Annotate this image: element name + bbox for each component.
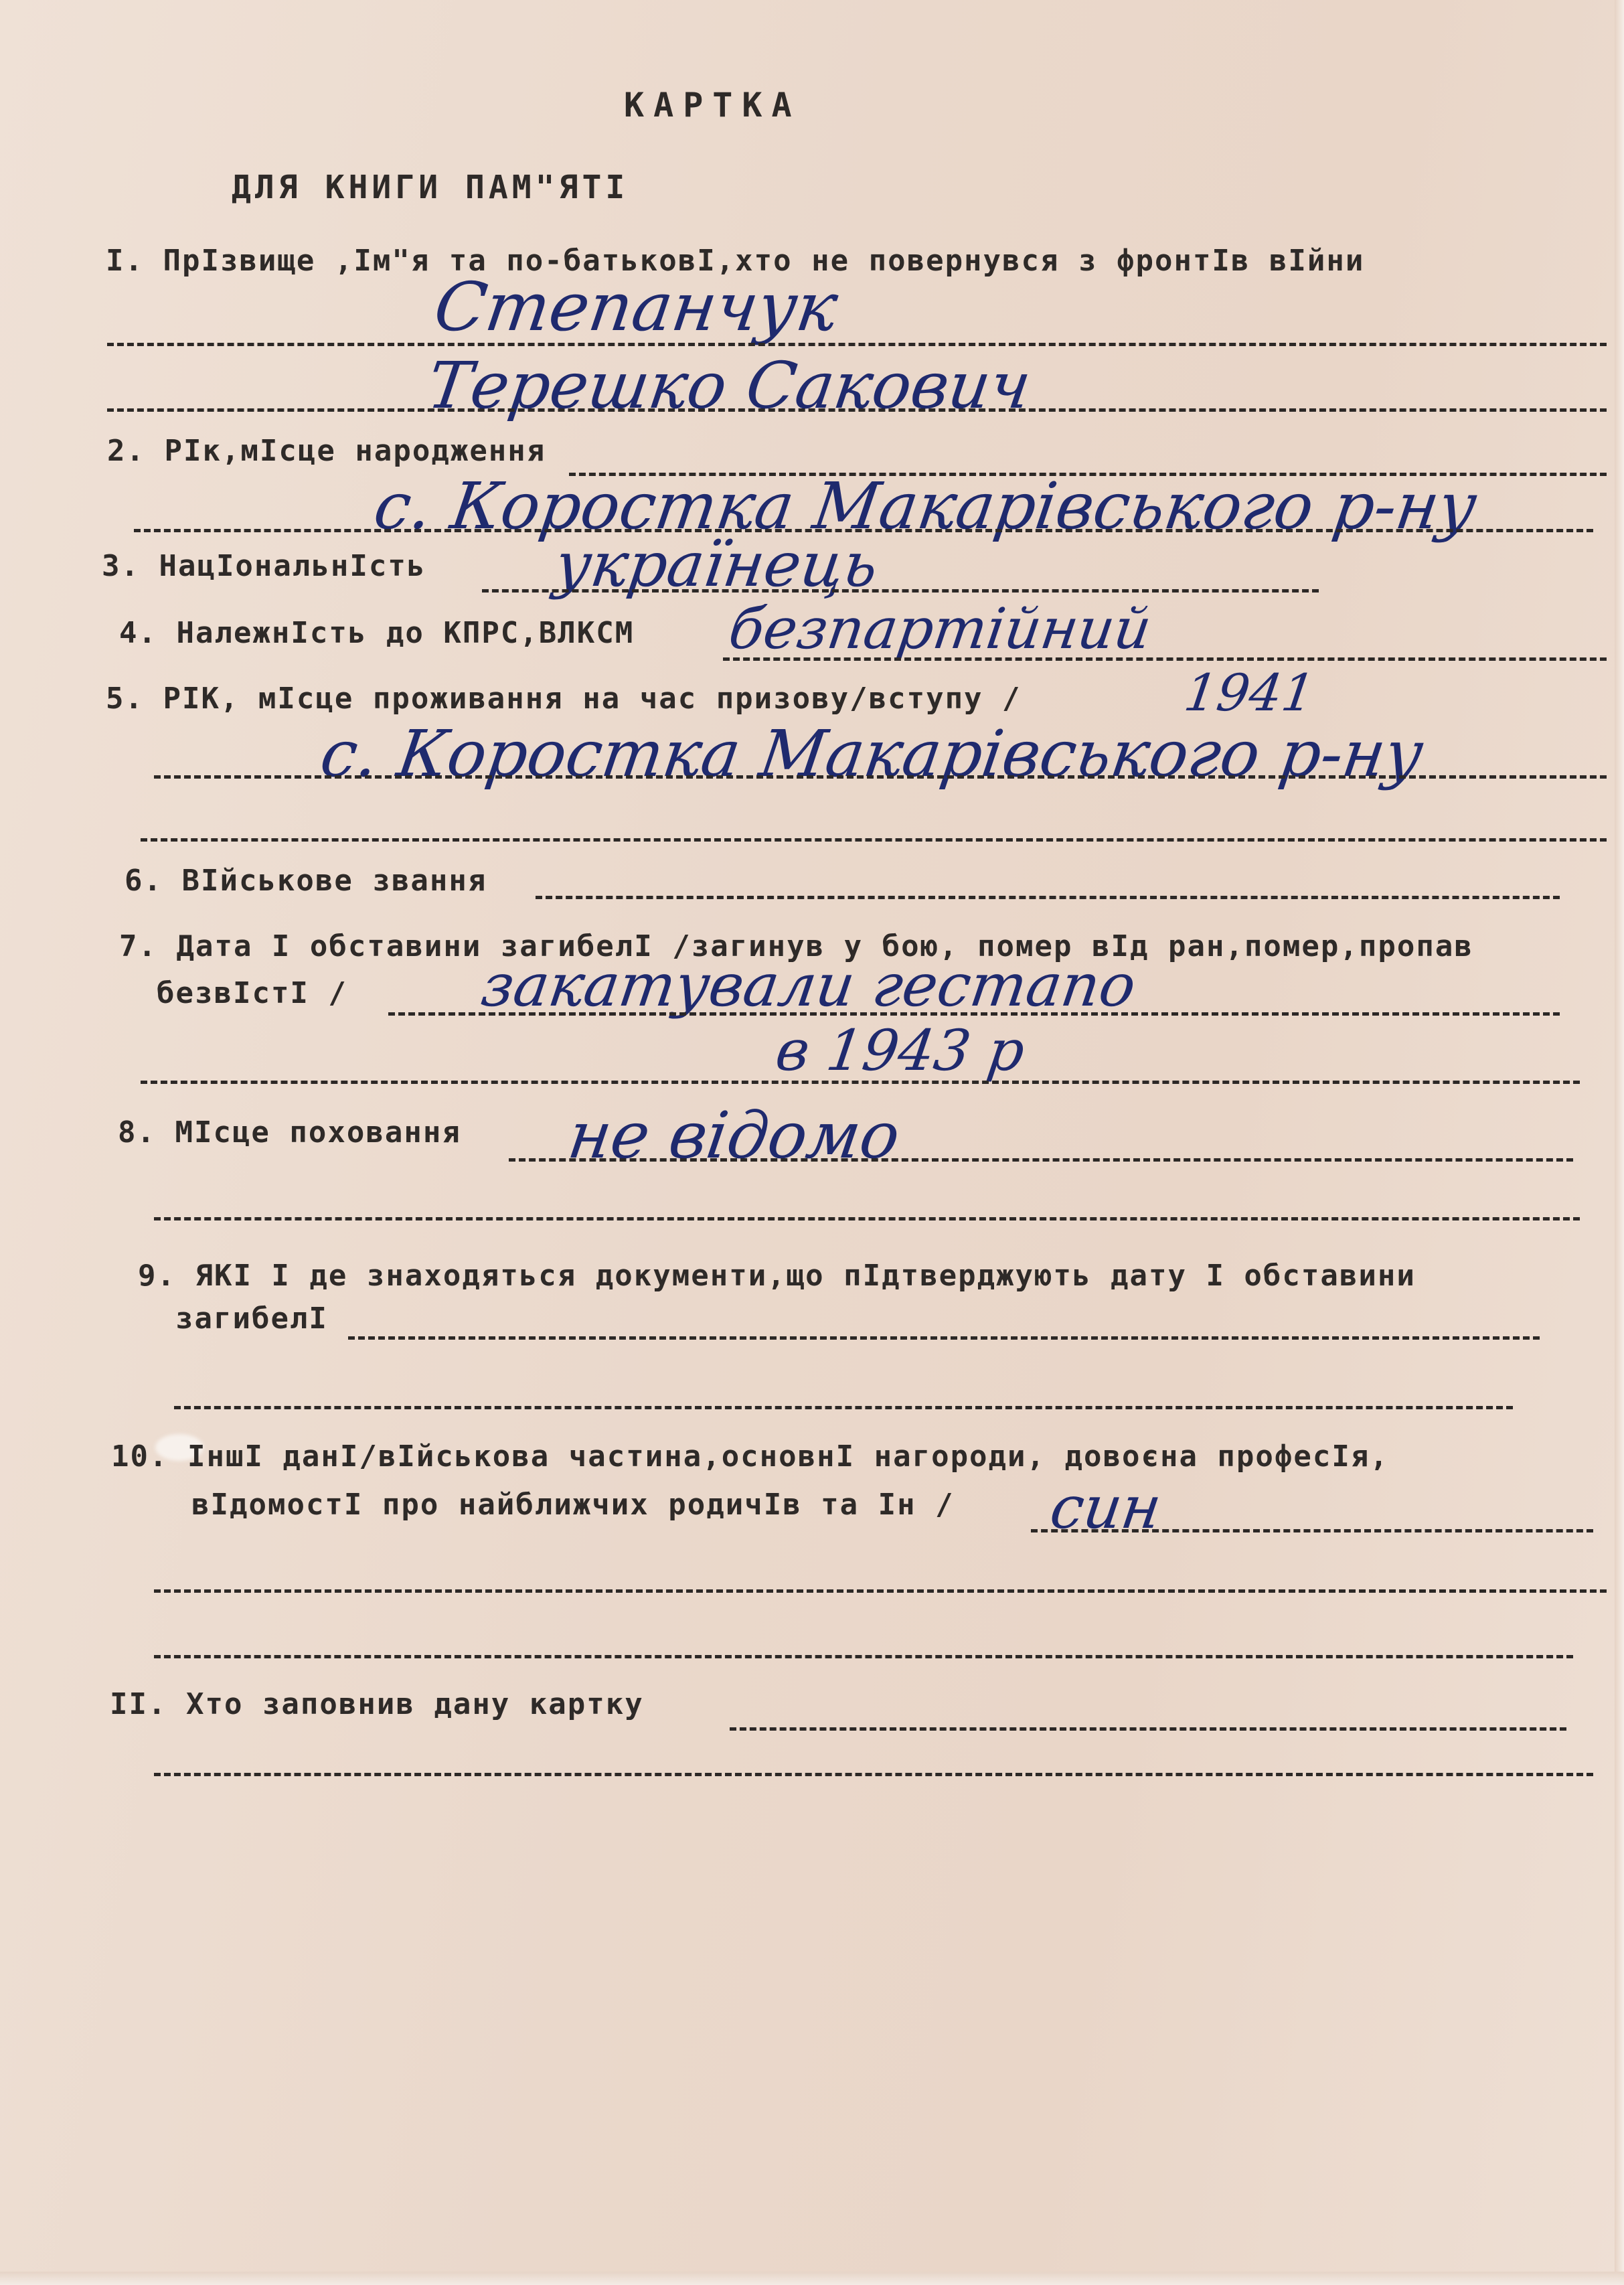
field-2-value: с. Коростка Макарівського р-ну: [370, 469, 1481, 544]
card-title: КАРТКА: [624, 86, 801, 125]
field-4-underline: [723, 657, 1607, 661]
field-5-label: 5. РІК, мІсце проживання на час призову/вступу /: [106, 682, 1022, 716]
field-7-underline-1: [388, 1012, 1560, 1016]
field-7-value-1: закатували гестапо: [477, 951, 1140, 1020]
field-5-value: с. Коростка Макарівського р-ну: [316, 716, 1428, 791]
field-1-value-surname: Степанчук: [429, 268, 843, 346]
field-5-underline-2: [141, 838, 1607, 842]
field-8-underline-2: [154, 1217, 1580, 1220]
paper-edge-bottom: [0, 2272, 1624, 2285]
card-subtitle: ДЛЯ КНИГИ ПАМ"ЯТІ: [232, 169, 629, 206]
field-3-underline: [482, 589, 1319, 593]
field-10-underline-2: [154, 1589, 1607, 1593]
field-7-underline-2: [141, 1081, 1580, 1084]
paper-edge-right: [1615, 0, 1624, 2285]
field-10-label-cont: вІдомостІ про найближчих родичІв та Ін /: [191, 1488, 955, 1522]
field-5-underline-1: [154, 775, 1607, 779]
field-10-value: син: [1046, 1473, 1166, 1542]
field-10-underline-3: [154, 1655, 1573, 1658]
field-4-label: 4. НалежнІсть до КПРС,ВЛКСМ: [119, 616, 635, 650]
field-1-label: І. ПрІзвище ,Ім"я та по-батьковІ,хто не повернувся з фронтІв вІйни: [106, 244, 1365, 278]
field-2-label: 2. РІк,мІсце народження: [107, 434, 546, 468]
field-5-year: 1941: [1180, 663, 1319, 722]
field-8-label: 8. МІсце поховання: [118, 1115, 461, 1150]
field-3-label: 3. НацІональнІсть: [102, 549, 426, 583]
field-8-value: не відомо: [564, 1098, 905, 1173]
field-8-underline-1: [509, 1158, 1573, 1162]
field-11-underline-1: [730, 1727, 1566, 1731]
field-7-label: 7. Дата І обставини загибелІ /загинув у бою, помер вІд ран,помер,пропав: [119, 929, 1473, 963]
field-7-value-2: в 1943 р: [772, 1018, 1029, 1083]
field-9-underline-1: [348, 1336, 1540, 1340]
field-1-underline-2: [107, 408, 1607, 412]
field-11-underline-2: [154, 1773, 1593, 1776]
field-3-value: українець: [550, 529, 883, 601]
field-6-label: 6. ВІйськове звання: [125, 864, 487, 898]
field-9-underline-2: [174, 1406, 1513, 1409]
field-9-label: 9. ЯКІ І де знаходяться документи,що пІдтверджують дату І обставини: [138, 1259, 1416, 1293]
field-1-value-name: Терешко Сакович: [423, 348, 1036, 423]
field-10-underline-1: [1031, 1529, 1593, 1532]
field-7-label-cont: безвІстІ /: [157, 976, 347, 1010]
field-1-underline-1: [107, 343, 1607, 346]
field-9-label-cont: загибелІ: [175, 1302, 328, 1336]
field-6-underline: [536, 896, 1560, 899]
field-4-value: безпартійний: [725, 596, 1155, 661]
field-11-label: ІІ. Хто заповнив дану картку: [110, 1687, 644, 1721]
field-10-label: 10. ІншІ данІ/вІйськова частина,основнІ нагороди, довоєна професІя,: [111, 1439, 1389, 1474]
